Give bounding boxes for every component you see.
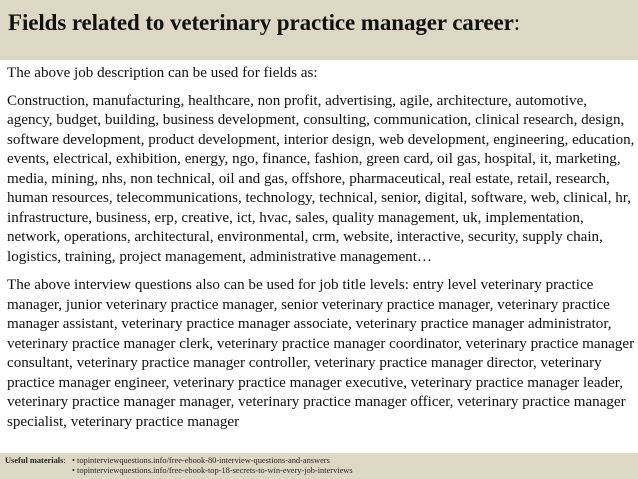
footer-link-1[interactable]: • topinterviewquestions.info/free-ebook-80-interview-questions-and-answers xyxy=(72,456,330,465)
job-levels-paragraph: The above interview questions also can be used for job title levels: entry level veterinary practice manager, junior veterinary practice manager, senior veterinary practice manager, veterinary practice manager assistant, veterinary practice manager associate, veterinary practice manager administrator, veterinary practice manager clerk, veterinary practice manager coordinator, veterinary practice manager consultant, veterinary practice manager controller, veterinary practice manager director, veterinary practice manager engineer, veterinary practice manager executive, veterinary practice manager leader, veterinary practice manager manager, veterinary practice manager officer, veterinary practice manager specialist, veterinary practice manager xyxy=(7,277,635,430)
footer-label-text: Useful materials xyxy=(5,456,64,465)
footer-label-colon: : xyxy=(63,456,66,465)
footer-label xyxy=(5,456,72,466)
page-title-text: Fields related to veterinary practice manager career xyxy=(8,10,514,35)
footer-useful-materials xyxy=(0,453,638,479)
fields-paragraph: Construction, manufacturing, healthcare, non profit, advertising, agile, architecture, automotive, agency, budget, building, business development, consulting, communication, clinical research, design, software development, product development, interior design, web development, engineering, education, events, electrical, exhibition, energy, ngo, finance, fashion, green card, oil gas, hospital, it, marketing, media, mining, nhs, non technical, oil and gas, offshore, pharmaceutical, real estate, retail, research, human resources, telecommunications, technology, technical, senior, digital, software, web, clinical, hr, infrastructure, business, erp, creative, ict, hvac, sales, quality management, uk, implementation, network, operations, architectural, environmental, crm, website, interactive, security, supply chain, logistics, training, project management, administrative management… xyxy=(7,92,635,265)
footer-label-spacer xyxy=(5,466,72,476)
page-title-colon: : xyxy=(513,10,521,35)
footer-row-1 xyxy=(5,456,638,466)
intro-text: The above job description can be used for fields as: xyxy=(7,65,318,81)
title-bar xyxy=(0,0,638,60)
footer-link-2[interactable]: • topinterviewquestions.info/free-ebook-top-18-secrets-to-win-every-job-interviews xyxy=(72,466,353,475)
page-title xyxy=(8,10,638,36)
content-body xyxy=(7,64,635,453)
footer-row-2 xyxy=(5,466,638,476)
